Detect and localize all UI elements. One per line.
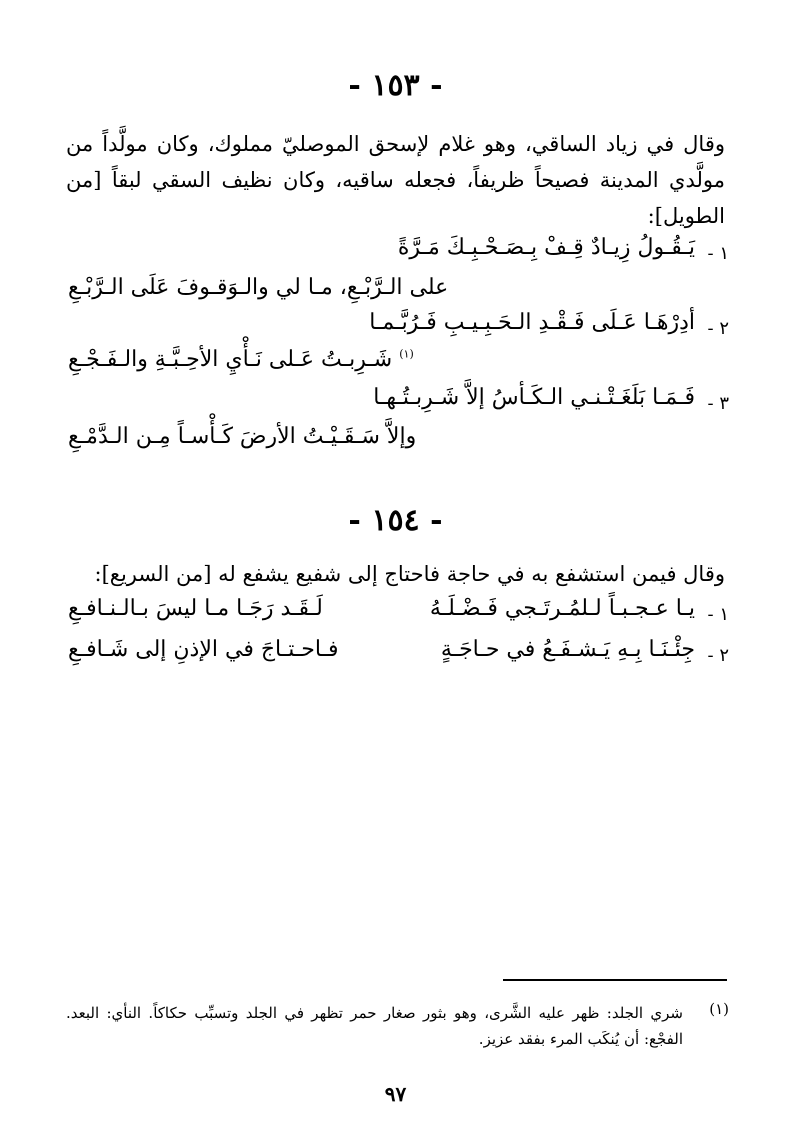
verse-second-hemistich: على الـرَّبْـعِ، مـا لي والـوَقـوفَ عَلَى الـرَّبْـعِ [68,275,449,300]
footnote-separator [503,979,727,981]
verse-number: ٢ - [707,318,729,339]
footnote-reference: (١) [399,347,414,361]
page-number: ٩٧ [384,1082,407,1106]
verse-first-hemistich: أدِرْهَـا عَـلَى فَـقْـدِ الـحَـبِـيـبِ فَـرُبَّـمـا [369,310,695,335]
verse-first-hemistich: يَـقُـولُ زِيـادٌ قِـفْ بِـصَـحْـبِـكَ مَـرَّةً [397,235,695,260]
verse-first-hemistich: فَـمَـا بَلَغَـتْـنـي الـكَـأسُ إلاَّ شَـرِبـتُـهـا [373,385,695,410]
verse-second-hemistich: وإلاَّ سَـقَـيْـتُ الأرضَ كَـأْسـاً مِـن الـدَّمْـعِ [68,424,417,449]
poem-154-heading: - ١٥٤ - [348,503,443,538]
verse-first-hemistich: يـا عـجـبـاً لـلمُـرتَـجي فَـضْـلَـهُ [429,596,695,621]
poem-154-intro: وقال فيمن استشفع به في حاجة فاحتاج إلى شفيع يشفع له [من السريع]: [94,562,725,586]
verse-number: ١ - [707,243,729,264]
verse-second-hemistich: فـاحـتـاجَ في الإذنِ إلى شَـافـعِ [68,637,339,662]
verse-number: ٣ - [707,393,729,414]
verse-number: ١ - [707,604,729,625]
footnote-text: شري الجلد: ظهر عليه الشَّرى، وهو بثور صغار حمر تظهر في الجلد وتسبِّب حكاكاً. النأي: البعد. الفجْع: أن يُنكَب المرء بفقد عزيز. [66,1004,683,1048]
verse-second-hemistich [68,347,414,372]
verse-first-hemistich: جِئْـنَـا بِـهِ يَـشـفَـعُ في حـاجَـةٍ [440,637,695,662]
verse-second-hemistich: لَـقَـد رَجَـا مـا ليسَ بـالـنـافـعِ [68,596,323,621]
poem-153-intro: وقال في زياد الساقي، وهو غلام لإسحق الموصليّ مملوك، وكان مولَّداً من مولَّدي المدينة فصيحاً ظريفاً، فجعله ساقيه، وكان نظيف السقي لبقاً [من الطويل]: [66,132,725,228]
poem-153-heading: - ١٥٣ - [348,68,443,103]
verse-number: ٢ - [707,645,729,666]
footnote-number: (١) [709,1000,729,1018]
verse-text: شَـرِبـتُ عَـلى نَـأْيِ الأحِـبَّـةِ والـفَـجْـعِ [68,347,393,372]
